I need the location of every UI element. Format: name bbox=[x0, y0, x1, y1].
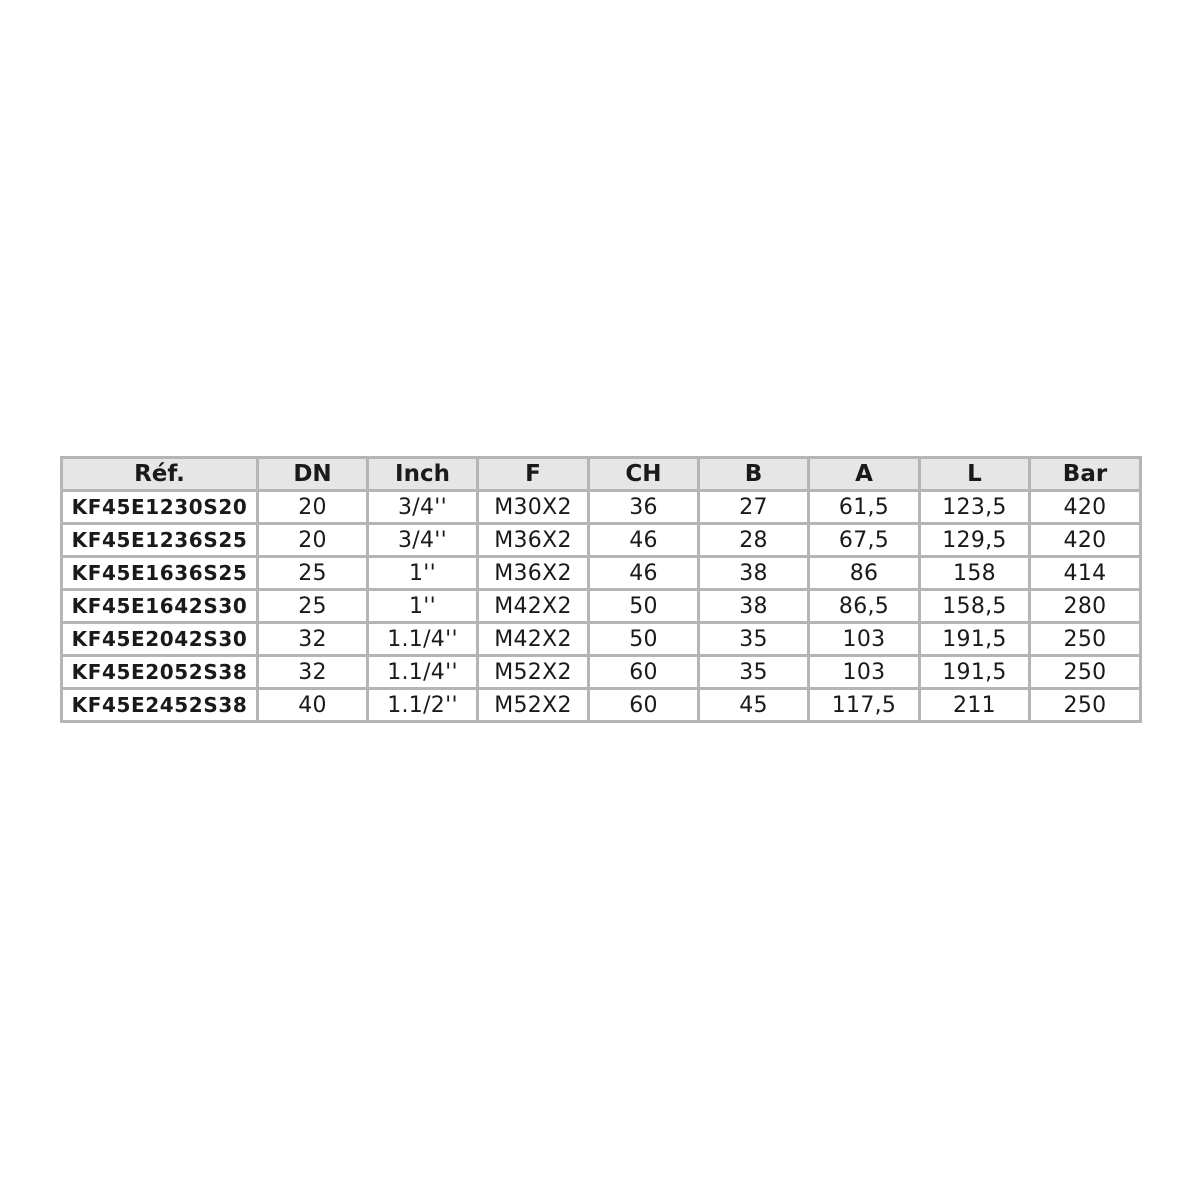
cell-ref: KF45E1236S25 bbox=[62, 524, 258, 557]
cell-ch: 36 bbox=[589, 491, 699, 524]
table-row bbox=[62, 524, 1141, 557]
header-inch: Inch bbox=[368, 458, 478, 491]
cell-ref: KF45E1636S25 bbox=[62, 557, 258, 590]
header-a: A bbox=[809, 458, 920, 491]
cell-ref: KF45E2052S38 bbox=[62, 656, 258, 689]
cell-b: 38 bbox=[699, 590, 809, 623]
cell-dn: 25 bbox=[258, 557, 368, 590]
cell-f: M30X2 bbox=[478, 491, 589, 524]
table-row bbox=[62, 557, 1141, 590]
cell-bar: 280 bbox=[1030, 590, 1141, 623]
table-row bbox=[62, 491, 1141, 524]
cell-f: M52X2 bbox=[478, 689, 589, 722]
cell-dn: 20 bbox=[258, 491, 368, 524]
cell-inch: 1.1/4'' bbox=[368, 656, 478, 689]
cell-ch: 60 bbox=[589, 689, 699, 722]
cell-l: 158,5 bbox=[920, 590, 1030, 623]
cell-dn: 20 bbox=[258, 524, 368, 557]
cell-ch: 46 bbox=[589, 524, 699, 557]
cell-inch: 3/4'' bbox=[368, 524, 478, 557]
cell-b: 38 bbox=[699, 557, 809, 590]
cell-bar: 250 bbox=[1030, 656, 1141, 689]
cell-bar: 420 bbox=[1030, 524, 1141, 557]
cell-ch: 50 bbox=[589, 623, 699, 656]
cell-f: M42X2 bbox=[478, 623, 589, 656]
table-row bbox=[62, 656, 1141, 689]
cell-dn: 32 bbox=[258, 623, 368, 656]
cell-ref: KF45E2042S30 bbox=[62, 623, 258, 656]
cell-ref: KF45E1230S20 bbox=[62, 491, 258, 524]
cell-b: 27 bbox=[699, 491, 809, 524]
header-bar: Bar bbox=[1030, 458, 1141, 491]
cell-f: M52X2 bbox=[478, 656, 589, 689]
cell-a: 67,5 bbox=[809, 524, 920, 557]
cell-dn: 32 bbox=[258, 656, 368, 689]
cell-ch: 60 bbox=[589, 656, 699, 689]
cell-ref: KF45E2452S38 bbox=[62, 689, 258, 722]
cell-inch: 1.1/2'' bbox=[368, 689, 478, 722]
table-row bbox=[62, 689, 1141, 722]
cell-a: 103 bbox=[809, 623, 920, 656]
header-ref: Réf. bbox=[62, 458, 258, 491]
cell-b: 35 bbox=[699, 656, 809, 689]
cell-bar: 250 bbox=[1030, 689, 1141, 722]
header-f: F bbox=[478, 458, 589, 491]
cell-ch: 50 bbox=[589, 590, 699, 623]
table-row bbox=[62, 623, 1141, 656]
cell-l: 158 bbox=[920, 557, 1030, 590]
cell-bar: 420 bbox=[1030, 491, 1141, 524]
cell-f: M42X2 bbox=[478, 590, 589, 623]
cell-b: 35 bbox=[699, 623, 809, 656]
cell-ref: KF45E1642S30 bbox=[62, 590, 258, 623]
cell-a: 103 bbox=[809, 656, 920, 689]
cell-inch: 3/4'' bbox=[368, 491, 478, 524]
cell-a: 86,5 bbox=[809, 590, 920, 623]
cell-inch: 1'' bbox=[368, 590, 478, 623]
table-header-row bbox=[62, 458, 1141, 491]
cell-l: 191,5 bbox=[920, 656, 1030, 689]
cell-a: 117,5 bbox=[809, 689, 920, 722]
cell-b: 28 bbox=[699, 524, 809, 557]
cell-b: 45 bbox=[699, 689, 809, 722]
cell-f: M36X2 bbox=[478, 524, 589, 557]
header-l: L bbox=[920, 458, 1030, 491]
cell-l: 211 bbox=[920, 689, 1030, 722]
cell-inch: 1.1/4'' bbox=[368, 623, 478, 656]
header-b: B bbox=[699, 458, 809, 491]
cell-ch: 46 bbox=[589, 557, 699, 590]
cell-l: 123,5 bbox=[920, 491, 1030, 524]
cell-f: M36X2 bbox=[478, 557, 589, 590]
table-row bbox=[62, 590, 1141, 623]
cell-l: 191,5 bbox=[920, 623, 1030, 656]
cell-dn: 25 bbox=[258, 590, 368, 623]
specification-table bbox=[60, 456, 1142, 723]
cell-bar: 414 bbox=[1030, 557, 1141, 590]
cell-dn: 40 bbox=[258, 689, 368, 722]
cell-inch: 1'' bbox=[368, 557, 478, 590]
cell-a: 86 bbox=[809, 557, 920, 590]
cell-bar: 250 bbox=[1030, 623, 1141, 656]
cell-a: 61,5 bbox=[809, 491, 920, 524]
header-ch: CH bbox=[589, 458, 699, 491]
cell-l: 129,5 bbox=[920, 524, 1030, 557]
header-dn: DN bbox=[258, 458, 368, 491]
